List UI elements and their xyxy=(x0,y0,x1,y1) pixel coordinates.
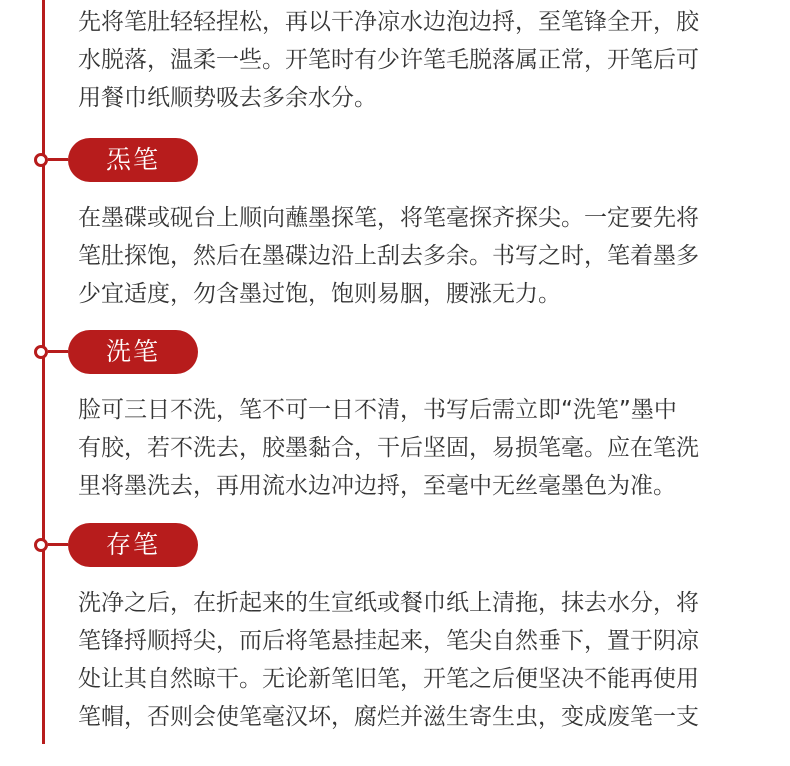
paragraph-line: 笔帽，否则会使笔毫汉坏，腐烂并滋生寄生虫，变成废笔一支 xyxy=(78,704,699,730)
section-title-badge: 炁笔 xyxy=(68,138,198,182)
section-paragraph xyxy=(78,584,778,736)
paragraph-line: 笔锋捋顺捋尖，而后将笔悬挂起来，笔尖自然垂下，置于阴凉 xyxy=(78,628,699,654)
section-title-badge: 存笔 xyxy=(68,523,198,567)
paragraph-line: 少宜适度，勿含墨过饱，饱则易胭，腰涨无力。 xyxy=(78,281,561,307)
timeline-node-icon xyxy=(34,538,48,552)
paragraph-line: 用餐巾纸顺势吸去多余水分。 xyxy=(78,85,377,111)
paragraph-line: 脸可三日不洗，笔不可一日不清，书写后需立即“洗笔”墨中 xyxy=(78,397,677,423)
paragraph-line: 先将笔肚轻轻捏松，再以干净凉水边泡边捋，至笔锋全开，胶 xyxy=(78,9,699,35)
paragraph-line: 笔肚探饱，然后在墨碟边沿上刮去多余。书写之时，笔着墨多 xyxy=(78,243,699,269)
paragraph-line: 洗净之后，在折起来的生宣纸或餐巾纸上清拖，抹去水分，将 xyxy=(78,590,699,616)
timeline-connector xyxy=(48,350,68,353)
paragraph-line: 在墨碟或砚台上顺向蘸墨探笔，将笔毫探齐探尖。一定要先将 xyxy=(78,205,699,231)
paragraph-line: 有胶，若不洗去，胶墨黏合，干后坚固，易损笔毫。应在笔洗 xyxy=(78,435,699,461)
section-paragraph xyxy=(78,391,778,505)
timeline-connector xyxy=(48,158,68,161)
timeline-line xyxy=(42,0,45,744)
timeline-node-icon xyxy=(34,153,48,167)
section-title-badge: 洗笔 xyxy=(68,330,198,374)
timeline-connector xyxy=(48,543,68,546)
timeline-node-icon xyxy=(34,345,48,359)
section-paragraph xyxy=(78,199,778,313)
paragraph-line: 水脱落，温柔一些。开笔时有少许笔毛脱落属正常，开笔后可 xyxy=(78,47,699,73)
intro-paragraph xyxy=(78,3,778,117)
paragraph-line: 处让其自然晾干。无论新笔旧笔，开笔之后便坚决不能再使用 xyxy=(78,666,699,692)
paragraph-line: 里将墨洗去，再用流水边冲边捋，至毫中无丝毫墨色为准。 xyxy=(78,473,676,499)
